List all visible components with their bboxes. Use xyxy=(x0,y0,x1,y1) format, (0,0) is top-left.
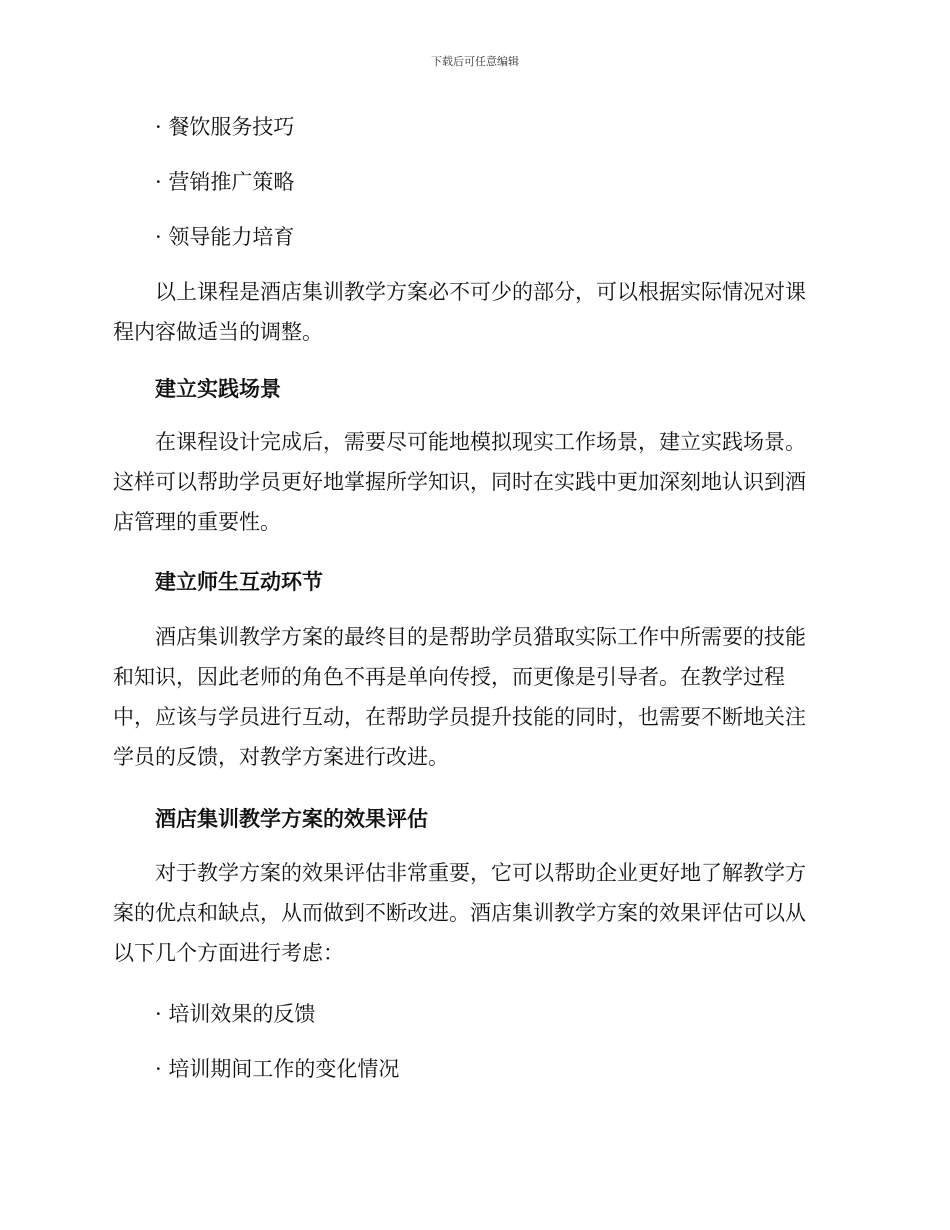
paragraph-line: 中，应该与学员进行互动，在帮助学员提升技能的同时，也需要不断地关注 xyxy=(113,705,806,729)
paragraph-line: 和知识，因此老师的角色不再是单向传授，而更像是引导者。在教学过程 xyxy=(113,665,785,689)
list-item: · 营销推广策略 xyxy=(155,170,295,194)
paragraph-line: 酒店集训教学方案的最终目的是帮助学员猎取实际工作中所需要的技能 xyxy=(155,625,806,649)
paragraph-line: 店管理的重要性。 xyxy=(113,510,281,534)
paragraph-line: 在课程设计完成后，需要尽可能地模拟现实工作场景，建立实践场景。 xyxy=(155,430,806,454)
section-heading-evaluation: 酒店集训教学方案的效果评估 xyxy=(155,806,428,831)
paragraph-practice xyxy=(113,422,833,542)
paragraph-line: 程内容做适当的调整。 xyxy=(113,320,323,344)
list-item: · 培训期间工作的变化情况 xyxy=(155,1057,400,1081)
page-header: 下载后可任意编辑 xyxy=(431,55,519,68)
paragraph-line: 这样可以帮助学员更好地掌握所学知识，同时在实践中更加深刻地认识到酒 xyxy=(113,470,806,494)
paragraph-line: 以下几个方面进行考虑： xyxy=(113,941,344,965)
paragraph-line: 对于教学方案的效果评估非常重要，它可以帮助企业更好地了解教学方 xyxy=(155,861,806,885)
paragraph-line: 以上课程是酒店集训教学方案必不可少的部分，可以根据实际情况对课 xyxy=(155,280,806,304)
list-item: · 领导能力培育 xyxy=(155,225,295,249)
section-heading-interaction: 建立师生互动环节 xyxy=(155,569,323,594)
paragraph-interaction xyxy=(113,617,833,777)
paragraph-line: 案的优点和缺点，从而做到不断改进。酒店集训教学方案的效果评估可以从 xyxy=(113,901,806,925)
paragraph-line: 学员的反馈，对教学方案进行改进。 xyxy=(113,745,449,769)
section-heading-practice: 建立实践场景 xyxy=(155,376,281,401)
list-item: · 餐饮服务技巧 xyxy=(155,115,295,139)
paragraph-evaluation xyxy=(113,853,833,973)
list-item: · 培训效果的反馈 xyxy=(155,1002,316,1026)
paragraph-courses-summary xyxy=(113,272,833,352)
